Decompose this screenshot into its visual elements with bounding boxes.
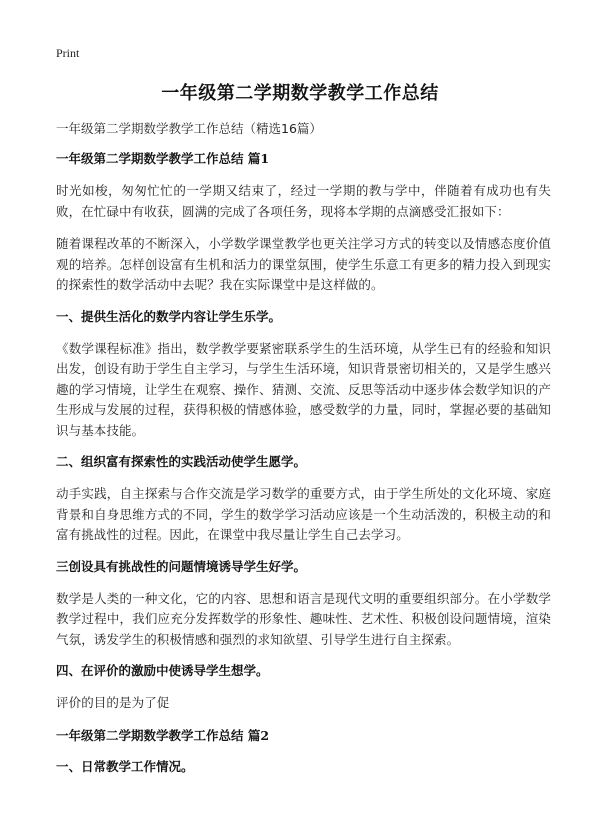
article-heading-2: 一年级第二学期数学教学工作总结 篇2	[56, 727, 270, 743]
article-heading: 一年级第二学期数学教学工作总结 篇1	[56, 151, 270, 166]
paragraph-section-4: 评价的目的是为了促	[56, 695, 170, 710]
paragraph-section-3: 数学是人类的一种文化，它的内容、思想和语言是现代文明的重要组织部分。在小学数学教学过程中，我们应充分发挥数学的形象性、趣味性、艺术性、积极创设问题情境，渲染气氛，诱发学生的积极情感和强烈的求知欲望、引导学生进行自主探索。	[56, 590, 551, 647]
paragraph-section-1: 《数学课程标准》指出，数学教学要紧密联系学生的生活环境，从学生已有的经验和知识出发，创设有助于学生自主学习，与学生生活环境，知识背景密切相关的，又是学生感兴趣的学习情境，让学生在观察、操作、猜测、交流、反思等活动中逐步体会数学知识的产生形成与发展的过程，获得积极的情感体验，感受数学的力量，同时，掌握必要的基础知识与基本技能。	[56, 340, 551, 438]
paragraph-reform: 随着课程改革的不断深入，小学数学课堂教学也更关注学习方式的转变以及情感态度价值观的培养。怎样创设富有生机和活力的课堂氛围，使学生乐意工有更多的精力投入到现实的探索性的数学活动中去呢？我在实际课堂中是这样做的。	[56, 236, 551, 292]
article-2-section-heading-1: 一、日常教学工作情况。	[56, 758, 194, 774]
page-title: 一年级第二学期数学教学工作总结	[161, 83, 439, 104]
section-heading-1: 一、提供生活化的数学内容让学生乐学。	[56, 308, 282, 324]
section-heading-3: 三创设具有挑战性的问题情境诱导学生好学。	[56, 558, 307, 574]
paragraph-section-2: 动手实践，自主探索与合作交流是学习数学的重要方式，由于学生所处的文化环境、家庭背景和自身思维方式的不同，学生的数学学习活动应该是一个生动活泼的，积极主动的和富有挑战性的过程。因此，在课堂中我尽量让学生自己去学习。	[56, 486, 551, 542]
print-label: Print	[56, 46, 80, 60]
paragraph-intro: 时光如梭，匆匆忙忙的一学期又结束了，经过一学期的教与学中，伴随着有成功也有失败，在忙碌中有收获，圆满的完成了各项任务，现将本学期的点滴感受汇报如下：	[56, 183, 551, 219]
document-body	[56, 120, 551, 789]
document-subtitle: 一年级第二学期数学教学工作总结（精选16篇）	[56, 121, 322, 136]
section-heading-4: 四、在评价的激励中使诱导学生想学。	[56, 663, 269, 678]
section-heading-2: 二、组织富有探索性的实践活动使学生愿学。	[56, 454, 307, 469]
